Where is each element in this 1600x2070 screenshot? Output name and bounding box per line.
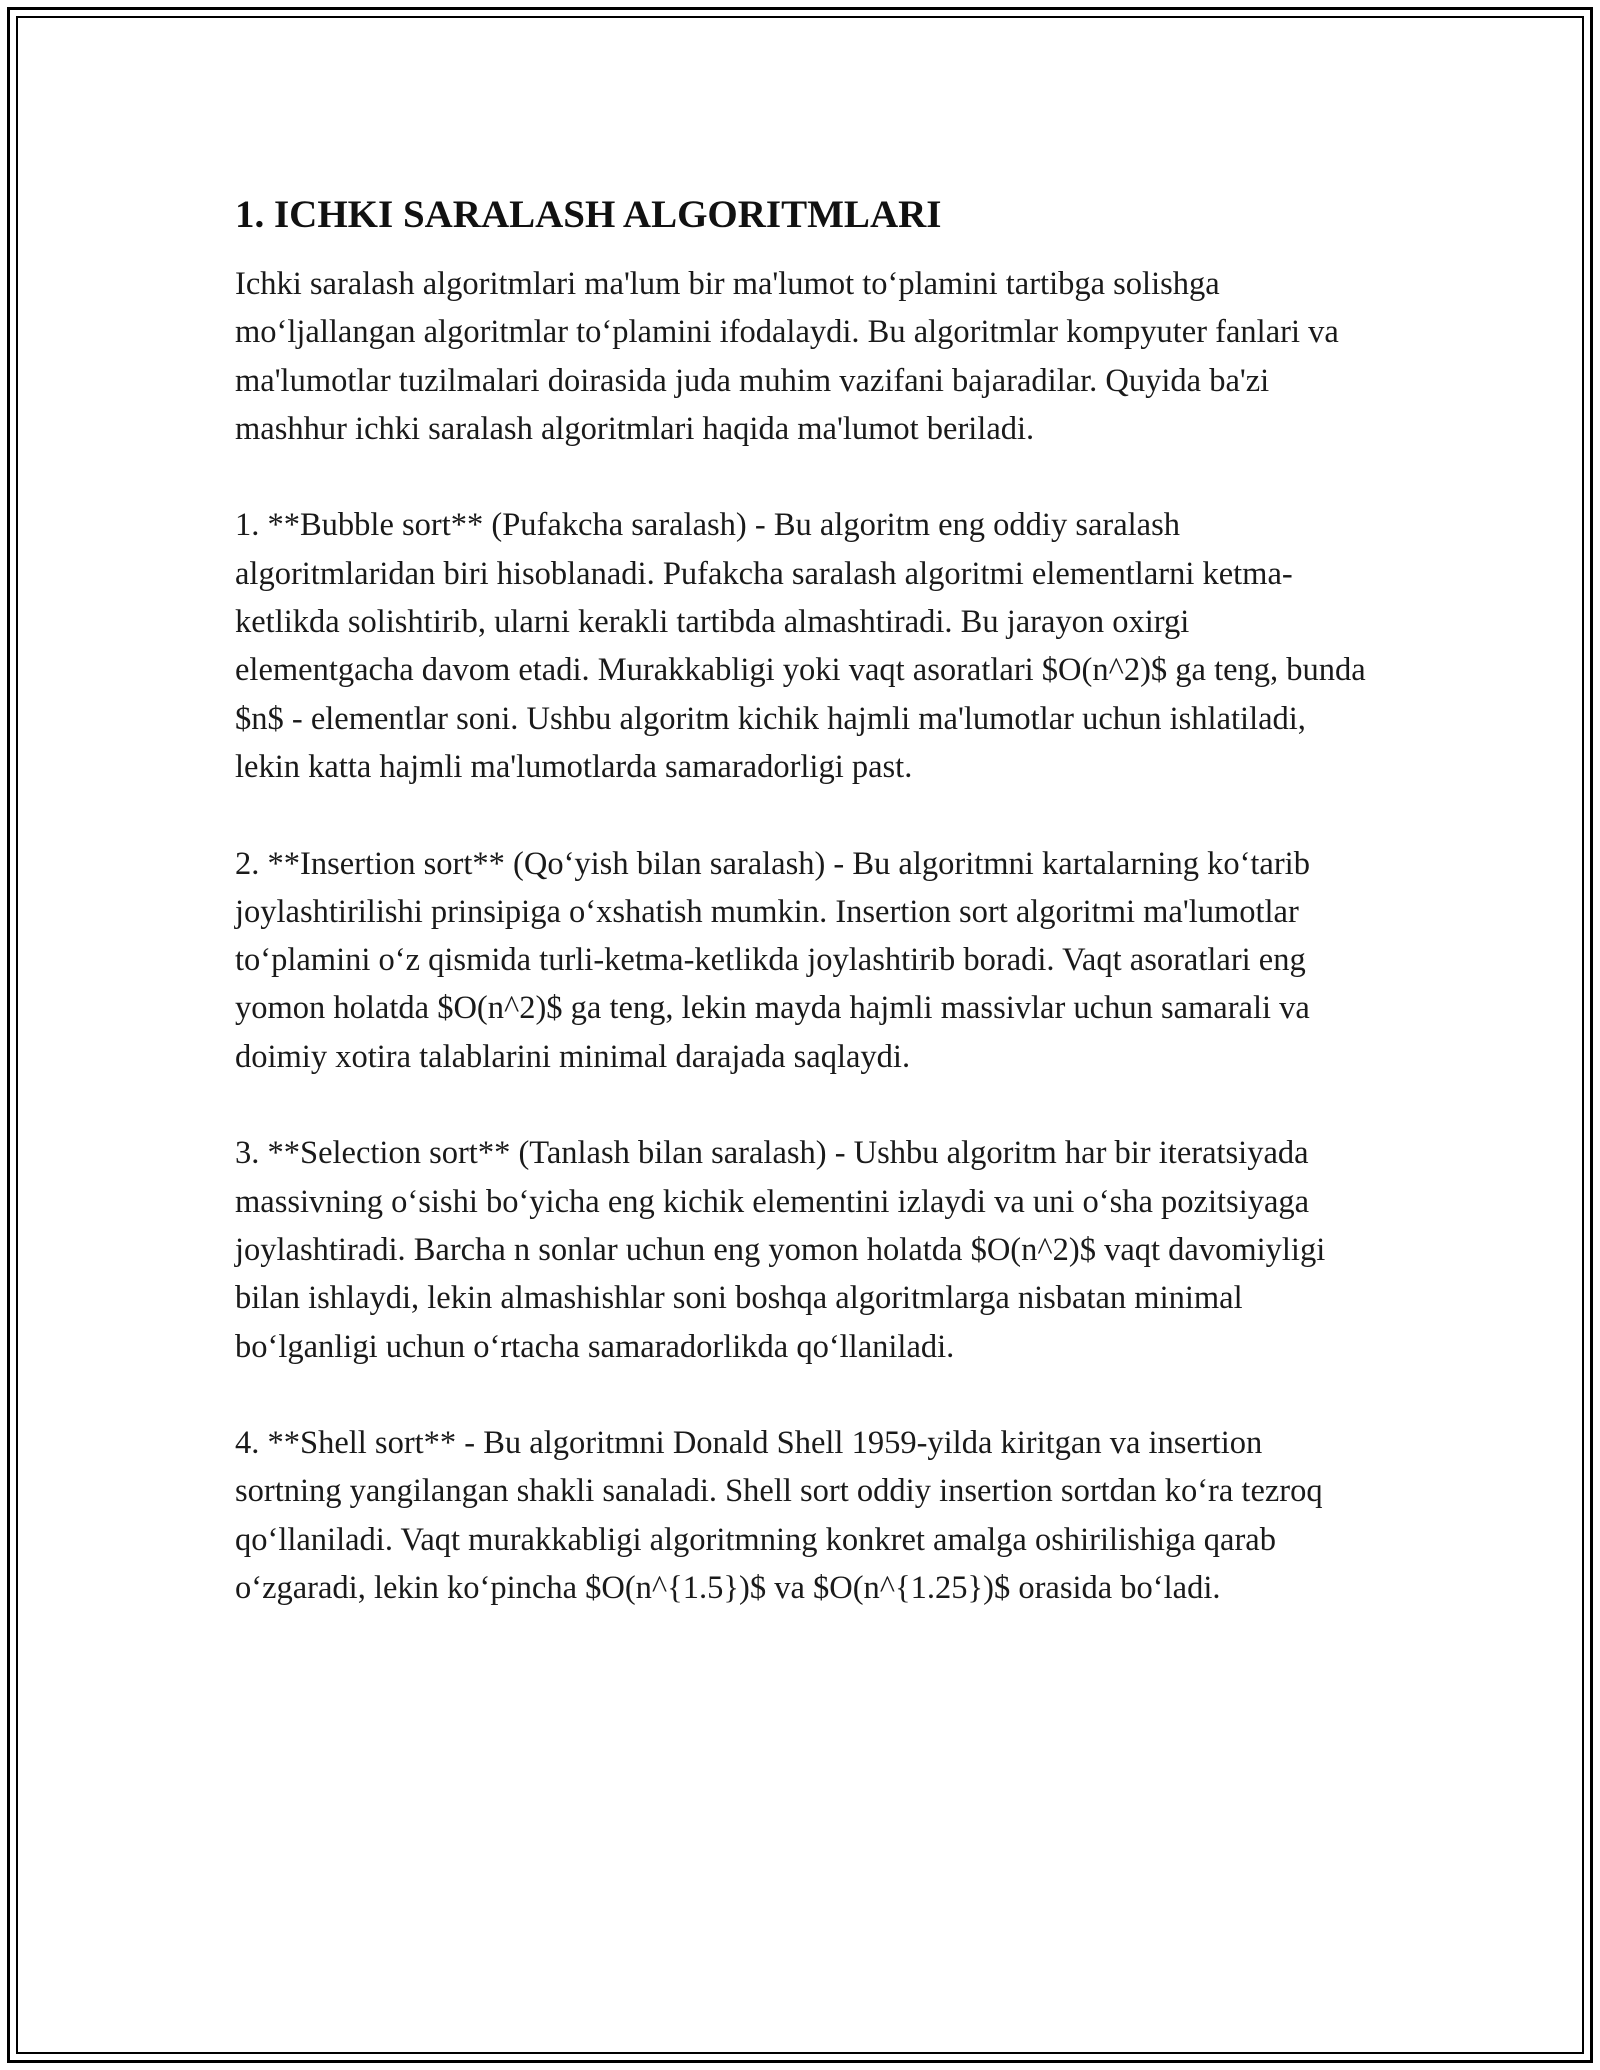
document-body xyxy=(235,182,1375,1661)
section-title: 1. ICHKI SARALASH ALGORITMLARI xyxy=(235,193,942,236)
selection-sort-paragraph: 3. **Selection sort** (Tanlash bilan saralash) - Ushbu algoritm har bir iteratsiyada massivning o‘sishi bo‘yicha eng kichik elementini izlaydi va uni o‘sha pozitsiyaga joylashtiradi. Barcha n sonlar uchun eng yomon holatda $O(n^2)$ vaqt davomiyligi bilan ishlaydi, lekin almashishlar soni boshqa algoritmlarga nisbatan minimal bo‘lganligi uchun o‘rtacha samaradorlikda qo‘llaniladi. xyxy=(235,1135,1326,1365)
insertion-sort-paragraph: 2. **Insertion sort** (Qo‘yish bilan saralash) - Bu algoritmni kartalarning ko‘tarib joylashtirilishi prinsipiga o‘xshatish mumkin. Insertion sort algoritmi ma'lumotlar to‘plamini o‘z qismida turli-ketma-ketlikda joylashtirib boradi. Vaqt asoratlari eng yomon holatda $O(n^2)$ ga teng, lekin mayda hajmli massivlar uchun samarali va doimiy xotira talablarini minimal darajada saqlaydi. xyxy=(235,845,1310,1075)
intro-paragraph: Ichki saralash algoritmlari ma'lum bir ma'lumot to‘plamini tartibga solishga mo‘ljallangan algoritmlar to‘plamini ifodalaydi. Bu algoritmlar kompyuter fanlari va ma'lumotlar tuzilmalari doirasida juda muhim vazifani bajaradilar. Quyida ba'zi mashhur ichki saralash algoritmlari haqida ma'lumot beriladi. xyxy=(235,266,1339,447)
shell-sort-paragraph: 4. **Shell sort** - Bu algoritmni Donald Shell 1959-yilda kiritgan va insertion sortning yangilangan shakli sanaladi. Shell sort oddiy insertion sortdan ko‘ra tezroq qo‘llaniladi. Vaqt murakkabligi algoritmning konkret amalga oshirilishiga qarab o‘zgaradi, lekin ko‘pincha $O(n^{1.5})$ va $O(n^{1.25})$ orasida bo‘ladi. xyxy=(235,1425,1323,1607)
bubble-sort-paragraph: 1. **Bubble sort** (Pufakcha saralash) - Bu algoritm eng oddiy saralash algoritmlaridan biri hisoblanadi. Pufakcha saralash algoritmi elementlarni ketma-ketlikda solishtirib, ularni kerakli tartibda almashtiradi. Bu jarayon oxirgi elementgacha davom etadi. Murakkabligi yoki vaqt asoratlari $O(n^2)$ ga teng, bunda $n$ - elementlar soni. Ushbu algoritm kichik hajmli ma'lumotlar uchun ishlatiladi, lekin katta hajmli ma'lumotlarda samaradorligi past. xyxy=(235,507,1366,785)
